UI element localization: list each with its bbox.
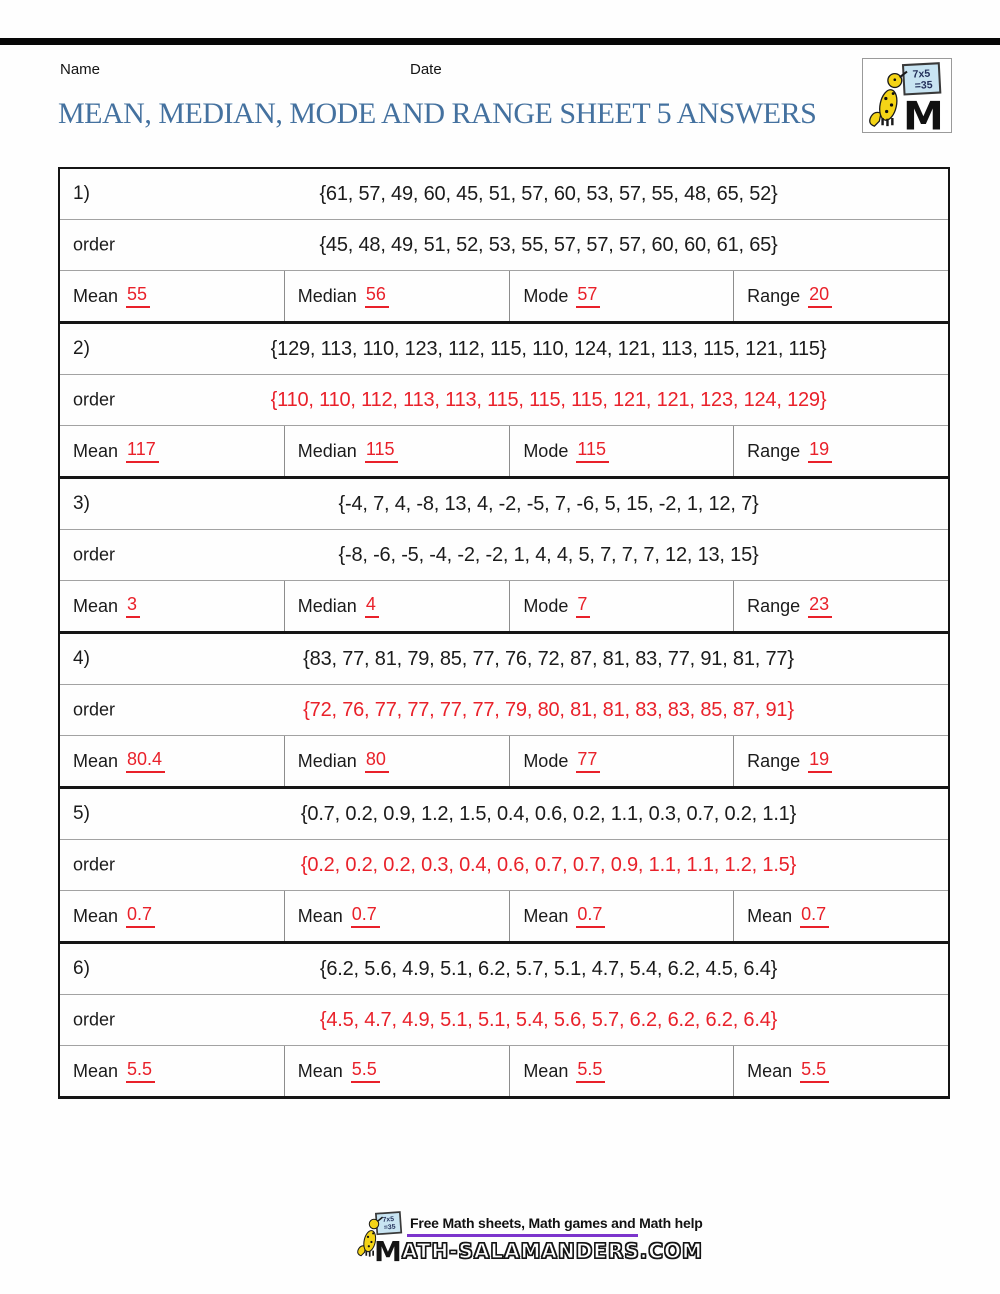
order-row	[60, 840, 948, 891]
answer-value: 5.5	[576, 1059, 605, 1083]
answer-value: 0.7	[126, 904, 155, 928]
answers-row	[60, 736, 948, 786]
answer-value: 19	[808, 749, 832, 773]
answer-value: 0.7	[351, 904, 380, 928]
answer-cell	[284, 426, 510, 476]
answers-row	[60, 891, 948, 941]
answer-value: 115	[576, 439, 609, 463]
wordmark-text: ATH-SALAMANDERS.COM	[401, 1239, 703, 1263]
order-row	[60, 995, 948, 1046]
footer-wordmark	[374, 1235, 703, 1268]
svg-text:7x5: 7x5	[382, 1216, 395, 1224]
order-label: order	[73, 1009, 116, 1030]
answer-cell	[509, 271, 733, 321]
answer-value: 5.5	[126, 1059, 155, 1083]
answer-value: 0.7	[576, 904, 605, 928]
answer-cell	[60, 1046, 284, 1096]
ordered-set: {-8, -6, -5, -4, -2, -2, 1, 4, 4, 5, 7, 7, 7, 12, 13, 15}	[338, 543, 759, 566]
problem-number: 1)	[73, 183, 90, 204]
problem-block-1	[60, 169, 948, 324]
answer-label: Range	[747, 440, 801, 461]
problem-row	[60, 169, 948, 220]
page-title: MEAN, MEDIAN, MODE AND RANGE SHEET 5 ANSWERS	[58, 97, 817, 130]
answer-cell	[733, 581, 948, 631]
answer-value: 77	[576, 749, 600, 773]
answer-value: 80	[365, 749, 389, 773]
answer-cell	[284, 1046, 510, 1096]
answer-label: Median	[297, 440, 357, 461]
answer-label: Mean	[73, 440, 119, 461]
answer-label: Mode	[523, 595, 569, 616]
ordered-set: {0.2, 0.2, 0.2, 0.3, 0.4, 0.6, 0.7, 0.7, 0.9, 1.1, 1.1, 1.2, 1.5}	[300, 853, 797, 876]
answer-value: 20	[808, 284, 832, 308]
answer-label: Mode	[523, 750, 569, 771]
ordered-set: {110, 110, 112, 113, 113, 115, 115, 115, 121, 121, 123, 124, 129}	[270, 388, 827, 411]
problem-row	[60, 634, 948, 685]
svg-text:7x5: 7x5	[912, 67, 931, 81]
answer-label: Mean	[297, 1060, 343, 1081]
answer-label: Mean	[297, 905, 343, 926]
answer-value: 0.7	[800, 904, 829, 928]
answers-row	[60, 581, 948, 631]
problem-number: 4)	[73, 648, 90, 669]
problem-block-2	[60, 324, 948, 479]
answer-cell	[284, 271, 510, 321]
ordered-set: {4.5, 4.7, 4.9, 5.1, 5.1, 5.4, 5.6, 5.7, 6.2, 6.2, 6.2, 6.4}	[319, 1008, 778, 1031]
problem-set: {61, 57, 49, 60, 45, 51, 57, 60, 53, 57, 55, 48, 65, 52}	[319, 182, 778, 205]
answer-value: 3	[126, 594, 140, 618]
answer-cell	[733, 426, 948, 476]
answer-label: Mean	[747, 905, 793, 926]
answers-row	[60, 426, 948, 476]
answer-label: Mean	[73, 285, 119, 306]
problem-set: {6.2, 5.6, 4.9, 5.1, 6.2, 5.7, 5.1, 4.7, 5.4, 6.2, 4.5, 6.4}	[319, 957, 778, 980]
answer-label: Range	[747, 285, 801, 306]
problem-set: {83, 77, 81, 79, 85, 77, 76, 72, 87, 81, 83, 77, 91, 81, 77}	[303, 647, 794, 670]
answer-value: 5.5	[800, 1059, 829, 1083]
site-logo-box	[862, 58, 952, 133]
answer-label: Mean	[73, 750, 119, 771]
answer-label: Median	[297, 595, 357, 616]
problem-row	[60, 324, 948, 375]
answer-value: 117	[126, 439, 159, 463]
answer-value: 5.5	[351, 1059, 380, 1083]
name-label: Name	[60, 61, 101, 78]
answer-cell	[509, 1046, 733, 1096]
answer-label: Range	[747, 750, 801, 771]
problem-row	[60, 479, 948, 530]
answer-cell	[733, 271, 948, 321]
svg-text:=35: =35	[914, 78, 933, 92]
answer-label: Mean	[747, 1060, 793, 1081]
problem-number: 5)	[73, 803, 90, 824]
problem-row	[60, 789, 948, 840]
answer-value: 115	[365, 439, 398, 463]
answer-value: 57	[576, 284, 600, 308]
answer-cell	[733, 1046, 948, 1096]
order-label: order	[73, 389, 116, 410]
answer-value: 19	[808, 439, 832, 463]
answer-cell	[284, 581, 510, 631]
answer-label: Range	[747, 595, 801, 616]
answer-cell	[733, 736, 948, 786]
answer-label: Mean	[73, 595, 119, 616]
date-label: Date	[410, 61, 442, 78]
problem-block-4	[60, 634, 948, 789]
problem-row	[60, 944, 948, 995]
answer-cell	[509, 426, 733, 476]
order-row	[60, 530, 948, 581]
answer-value: 23	[808, 594, 832, 618]
answer-cell	[284, 736, 510, 786]
answer-label: Mean	[73, 1060, 119, 1081]
answer-value: 55	[126, 284, 150, 308]
footer-chalkboard-icon	[376, 1212, 401, 1234]
answer-cell	[60, 736, 284, 786]
worksheet-table	[58, 167, 950, 1099]
answer-value: 80.4	[126, 749, 165, 773]
answer-label: Median	[297, 750, 357, 771]
answer-cell	[60, 581, 284, 631]
footer-tagline: Free Math sheets, Math games and Math help	[410, 1215, 703, 1231]
order-label: order	[73, 854, 116, 875]
answer-label: Mode	[523, 285, 569, 306]
problem-number: 2)	[73, 338, 90, 359]
answer-value: 56	[365, 284, 389, 308]
order-label: order	[73, 234, 116, 255]
answers-row	[60, 1046, 948, 1096]
salamander-icon	[870, 71, 907, 126]
wordmark-m: M	[374, 1235, 402, 1268]
order-row	[60, 375, 948, 426]
problem-number: 3)	[73, 493, 90, 514]
answer-cell	[60, 271, 284, 321]
order-label: order	[73, 544, 116, 565]
answer-label: Mean	[523, 905, 569, 926]
problem-block-3	[60, 479, 948, 634]
order-label: order	[73, 699, 116, 720]
svg-text:=35: =35	[383, 1223, 396, 1232]
problem-block-6	[60, 944, 948, 1096]
ordered-set: {72, 76, 77, 77, 77, 77, 79, 80, 81, 81, 83, 83, 85, 87, 91}	[303, 698, 794, 721]
answer-cell	[733, 891, 948, 941]
chalkboard-icon	[903, 63, 940, 94]
answer-cell	[509, 891, 733, 941]
answer-cell	[509, 736, 733, 786]
ordered-set: {45, 48, 49, 51, 52, 53, 55, 57, 57, 57, 60, 60, 61, 65}	[319, 233, 778, 256]
answer-label: Mean	[523, 1060, 569, 1081]
answer-label: Mean	[73, 905, 119, 926]
answer-label: Median	[297, 285, 357, 306]
problem-set: {0.7, 0.2, 0.9, 1.2, 1.5, 0.4, 0.6, 0.2, 1.1, 0.3, 0.7, 0.2, 1.1}	[300, 802, 797, 825]
answer-cell	[509, 581, 733, 631]
problem-set: {129, 113, 110, 123, 112, 115, 110, 124, 121, 113, 115, 121, 115}	[270, 337, 827, 360]
answer-cell	[284, 891, 510, 941]
answers-row	[60, 271, 948, 321]
answer-value: 7	[576, 594, 590, 618]
logo-m-letter: M	[903, 93, 944, 131]
problem-set: {-4, 7, 4, -8, 13, 4, -2, -5, 7, -6, 5, 15, -2, 1, 12, 7}	[338, 492, 759, 515]
order-row	[60, 685, 948, 736]
answer-value: 4	[365, 594, 379, 618]
top-divider-rule	[0, 38, 1000, 45]
answer-cell	[60, 426, 284, 476]
answer-cell	[60, 891, 284, 941]
math-salamanders-logo-icon	[865, 61, 949, 131]
answer-label: Mode	[523, 440, 569, 461]
order-row	[60, 220, 948, 271]
problem-block-5	[60, 789, 948, 944]
problem-number: 6)	[73, 958, 90, 979]
